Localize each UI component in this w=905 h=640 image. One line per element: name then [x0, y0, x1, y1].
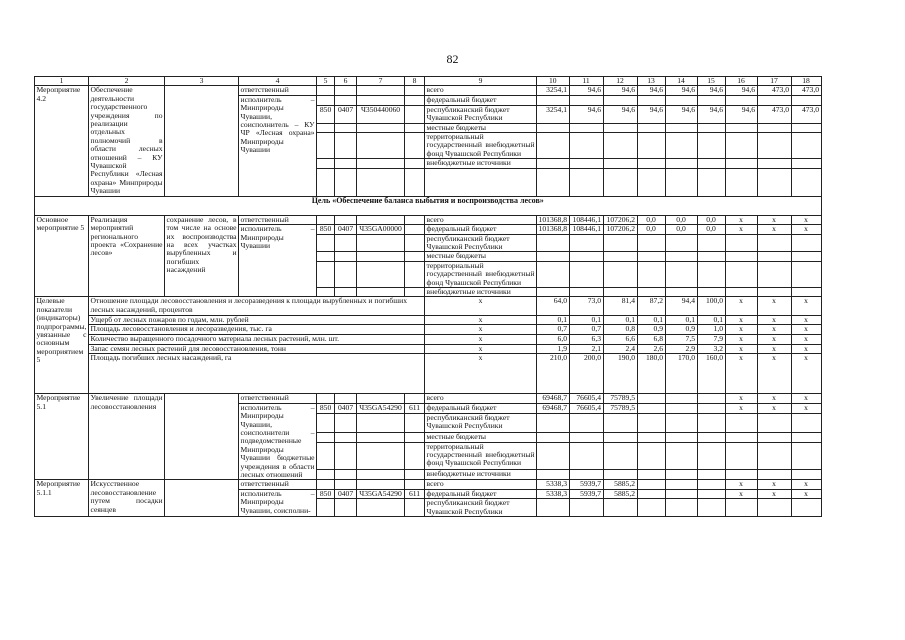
value-cell: x [725, 394, 757, 403]
code-cell: 611 [405, 403, 425, 413]
value-cell: x [725, 215, 757, 224]
source-label: территориальный государственный внебюджетный фонд Чувашской Республики [425, 442, 537, 470]
value-cell: 107206,2 [603, 225, 637, 234]
responsible-cell: ответственный [239, 215, 317, 224]
value-cell: x [757, 480, 791, 489]
target-name: Ущерб от лесных пожаров по годам, млн. рублей [89, 315, 425, 325]
value-cell: 107206,2 [603, 215, 637, 224]
event-name-cell: Искусственное лесовосстановление путем посадки сеянцев [89, 480, 165, 517]
event-name-cell: Реализация мероприятий регионального проекта «Сохранение лесов» [89, 215, 165, 297]
responsible-cell: ответственный [239, 86, 317, 95]
table-header-row [35, 77, 822, 86]
value-cell: x [791, 480, 821, 489]
source-label: территориальный государственный внебюджетный фонд Чувашской Республики [426, 132, 535, 158]
value-cell [665, 403, 697, 413]
value-cell: 0,7 [537, 325, 569, 335]
value-cell: 210,0 [537, 354, 569, 394]
value-cell: x [757, 315, 791, 325]
value-cell: 0,1 [537, 315, 569, 325]
value-cell: 0,0 [637, 215, 665, 224]
value-cell: 76605,4 [569, 403, 603, 413]
target-name: Количество выращенного посадочного материала лесных растений, млн. шт. [89, 334, 425, 344]
value-cell: 0,1 [665, 315, 697, 325]
target-x: x [425, 354, 537, 394]
value-cell [637, 403, 665, 413]
source-label: республиканский бюджет Чувашской Республики [425, 413, 537, 432]
responsible-detail-cell: исполнитель – Минприроды Чувашии, соисполнители – подведомственные Минприроды Чувашии бюджетные учреждения в области лесных отношений [240, 403, 315, 479]
header-cell: 8 [405, 77, 425, 86]
program-table [34, 76, 822, 517]
value-cell: 108446,1 [569, 225, 603, 234]
table-row [35, 86, 822, 95]
source-label: территориальный государственный внебюджетный фонд Чувашской Республики [426, 261, 535, 287]
responsible-cell: ответственный [239, 394, 317, 403]
goal-title: Цель «Обеспечение баланса выбытия и воспроизводства лесов» [35, 196, 822, 215]
value-cell: 0,8 [603, 325, 637, 335]
target-row [35, 334, 822, 344]
value-cell: 81,4 [603, 297, 637, 315]
event-id-cell: Мероприятие 4.2 [35, 86, 89, 196]
code-cell: 0407 [335, 105, 357, 123]
value-cell: x [791, 297, 821, 315]
value-cell [697, 489, 725, 498]
value-cell: x [757, 344, 791, 354]
value-cell: x [725, 334, 757, 344]
value-cell: 0,0 [697, 225, 725, 234]
header-cell: 3 [165, 77, 239, 86]
value-cell: 94,6 [603, 105, 637, 123]
value-cell: x [725, 354, 757, 394]
header-cell: 4 [239, 77, 317, 86]
code-cell: Ч35GA00000 [357, 225, 405, 234]
code-cell: 0407 [335, 489, 357, 498]
value-cell: 6,3 [569, 334, 603, 344]
value-cell: 473,0 [757, 86, 791, 95]
header-cell: 18 [791, 77, 821, 86]
value-cell: 94,6 [697, 86, 725, 95]
value-cell: 7,9 [697, 334, 725, 344]
value-cell: 73,0 [569, 297, 603, 315]
header-cell: 14 [665, 77, 697, 86]
value-cell: x [791, 394, 821, 403]
value-cell [665, 489, 697, 498]
value-cell: 180,0 [637, 354, 665, 394]
value-cell: 94,6 [725, 105, 757, 123]
header-cell: 13 [637, 77, 665, 86]
value-cell: x [791, 225, 821, 234]
value-cell [637, 394, 665, 403]
value-cell: x [757, 489, 791, 498]
source-label: федеральный бюджет [425, 489, 537, 498]
source-label: местные бюджеты [425, 252, 537, 261]
value-cell: 2,1 [569, 344, 603, 354]
value-cell: 1,0 [697, 325, 725, 335]
value-cell: 1,9 [537, 344, 569, 354]
source-label: республиканский бюджет Чувашской Республики [425, 105, 537, 123]
target-x: x [425, 344, 537, 354]
value-cell: 87,2 [637, 297, 665, 315]
code-cell: Ч350440060 [357, 105, 405, 123]
header-cell: 10 [537, 77, 569, 86]
value-cell: 0,0 [637, 225, 665, 234]
value-cell: x [791, 215, 821, 224]
value-cell: 108446,1 [569, 215, 603, 224]
value-cell: 0,1 [637, 315, 665, 325]
table-row [35, 215, 822, 224]
source-label: федеральный бюджет [425, 403, 537, 413]
value-cell: x [725, 403, 757, 413]
value-cell: 0,1 [603, 315, 637, 325]
value-cell: 473,0 [757, 105, 791, 123]
value-cell: 5939,7 [569, 489, 603, 498]
source-label: всего [425, 480, 537, 489]
table-row [35, 394, 822, 403]
value-cell: 0,7 [569, 325, 603, 335]
target-x: x [425, 325, 537, 335]
code-cell: 850 [317, 403, 335, 413]
value-cell: x [791, 334, 821, 344]
value-cell: 2,9 [665, 344, 697, 354]
event-id-cell: Мероприятие 5.1.1 [35, 480, 89, 517]
header-cell: 11 [569, 77, 603, 86]
goal-row [35, 196, 822, 215]
targets-label: Целевые показатели (индикаторы) подпрограммы, увязанные с основным мероприятием 5 [35, 297, 89, 394]
target-name: Отношение площади лесовосстановления и лесоразведения к площади вырубленных и погибших лесных насаждений, процентов [89, 297, 425, 315]
source-label: всего [425, 394, 537, 403]
header-cell: 9 [425, 77, 537, 86]
value-cell: x [791, 489, 821, 498]
source-label: всего [425, 86, 537, 95]
value-cell [665, 480, 697, 489]
code-cell [405, 105, 425, 123]
goal-cell [165, 394, 239, 480]
value-cell: 5885,2 [603, 480, 637, 489]
goal-cell [165, 86, 239, 196]
value-cell: x [725, 344, 757, 354]
event-id-cell: Основное мероприятие 5 [35, 215, 89, 297]
header-cell: 2 [89, 77, 165, 86]
value-cell: 5885,2 [603, 489, 637, 498]
code-cell: Ч35GA54290 [357, 403, 405, 413]
value-cell: 94,6 [637, 86, 665, 95]
value-cell: 3254,1 [537, 86, 569, 95]
source-label: местные бюджеты [425, 432, 537, 442]
value-cell: 0,9 [665, 325, 697, 335]
header-cell: 1 [35, 77, 89, 86]
source-label: внебюджетные источники [425, 159, 537, 168]
goal-cell: сохранение лесов, в том числе на основе их воспроизводства на всех участках вырубленных и погибших насаждений [165, 215, 239, 297]
value-cell: 6,0 [537, 334, 569, 344]
code-cell: 611 [405, 489, 425, 498]
responsible-detail-cell: исполнитель – Минприроды Чувашии, соисполни- [240, 489, 315, 515]
header-cell: 17 [757, 77, 791, 86]
value-cell: x [725, 315, 757, 325]
value-cell: 190,0 [603, 354, 637, 394]
code-cell [405, 225, 425, 234]
goal-cell [165, 480, 239, 517]
value-cell: 473,0 [791, 105, 821, 123]
value-cell: 473,0 [791, 86, 821, 95]
value-cell: x [757, 334, 791, 344]
value-cell: 5939,7 [569, 480, 603, 489]
table-row [35, 480, 822, 489]
target-name: Площадь лесовосстановления и лесоразведения, тыс. га [89, 325, 425, 335]
header-cell: 12 [603, 77, 637, 86]
target-x: x [425, 297, 537, 315]
value-cell: 5338,3 [537, 480, 569, 489]
target-name: Площадь погибших лесных насаждений, га [89, 354, 425, 394]
event-name-cell: Увеличение площади лесовосстановления [89, 394, 165, 480]
code-cell: 0407 [335, 403, 357, 413]
value-cell: 94,4 [665, 297, 697, 315]
value-cell: 94,6 [665, 86, 697, 95]
value-cell: 94,6 [569, 86, 603, 95]
header-cell: 6 [335, 77, 357, 86]
value-cell: 94,6 [697, 105, 725, 123]
source-label: федеральный бюджет [425, 225, 537, 234]
code-cell: 850 [317, 105, 335, 123]
value-cell [697, 394, 725, 403]
value-cell: 2,4 [603, 344, 637, 354]
target-row [35, 297, 822, 315]
value-cell: 69468,7 [537, 403, 569, 413]
event-name-cell: Обеспечение деятельности государственного учреждения по реализации отдельных полномочий в области лесных отношений – КУ Чувашской Республики «Лесная охрана» Минприроды Чувашии [90, 85, 163, 196]
value-cell: x [791, 344, 821, 354]
value-cell: 7,5 [665, 334, 697, 344]
value-cell: x [791, 403, 821, 413]
value-cell: 101368,8 [538, 215, 568, 224]
value-cell: 75789,5 [603, 394, 637, 403]
value-cell: 0,9 [637, 325, 665, 335]
value-cell: x [791, 354, 821, 394]
target-name: Запас семян лесных растений для лесовосстановления, тонн [89, 344, 425, 354]
source-label: внебюджетные источники [425, 287, 537, 296]
value-cell: 0,0 [665, 225, 697, 234]
value-cell: 3,2 [697, 344, 725, 354]
value-cell: 64,0 [537, 297, 569, 315]
value-cell: 76605,4 [569, 394, 603, 403]
value-cell: 0,1 [697, 315, 725, 325]
value-cell: x [725, 297, 757, 315]
value-cell [697, 403, 725, 413]
header-cell: 16 [725, 77, 757, 86]
value-cell: 2,6 [637, 344, 665, 354]
value-cell: x [791, 315, 821, 325]
value-cell: 3254,1 [537, 105, 569, 123]
value-cell [697, 480, 725, 489]
value-cell: x [757, 403, 791, 413]
value-cell: 94,6 [637, 105, 665, 123]
value-cell: 101368,8 [538, 224, 568, 234]
value-cell: 6,6 [603, 334, 637, 344]
value-cell: 0,0 [665, 215, 697, 224]
value-cell [637, 489, 665, 498]
value-cell: 170,0 [665, 354, 697, 394]
value-cell: 75789,5 [603, 403, 637, 413]
page-number: 82 [446, 52, 459, 66]
target-row [35, 315, 822, 325]
code-cell: 850 [317, 225, 335, 234]
source-label: всего [425, 215, 537, 224]
responsible-cell: ответственный [239, 480, 317, 489]
event-id-cell: Мероприятие 5.1 [35, 394, 89, 480]
header-cell: 7 [357, 77, 405, 86]
code-cell: 850 [317, 489, 335, 498]
value-cell: 69468,7 [537, 394, 569, 403]
value-cell [665, 394, 697, 403]
value-cell: x [725, 225, 757, 234]
value-cell: 100,0 [697, 297, 725, 315]
value-cell: x [757, 297, 791, 315]
header-cell: 5 [317, 77, 335, 86]
code-cell: 0407 [335, 225, 357, 234]
value-cell: x [757, 325, 791, 335]
value-cell: 94,6 [725, 86, 757, 95]
value-cell: 6,8 [637, 334, 665, 344]
value-cell: x [725, 325, 757, 335]
source-label: республиканский бюджет Чувашской Республики [425, 234, 537, 252]
value-cell: 200,0 [569, 354, 603, 394]
value-cell: 160,0 [697, 354, 725, 394]
value-cell: 94,6 [569, 105, 603, 123]
value-cell: 0,0 [697, 215, 725, 224]
source-label: местные бюджеты [425, 123, 537, 132]
target-row [35, 354, 822, 394]
value-cell: x [757, 394, 791, 403]
value-cell: x [757, 225, 791, 234]
source-label: республиканский бюджет Чувашской Республики [425, 499, 537, 517]
value-cell: x [757, 354, 791, 394]
source-label: федеральный бюджет [425, 95, 537, 105]
header-cell: 15 [697, 77, 725, 86]
value-cell: x [791, 325, 821, 335]
target-x: x [425, 315, 537, 325]
code-cell: Ч35GA54290 [357, 489, 405, 498]
value-cell: 5338,3 [537, 489, 569, 498]
value-cell: 94,6 [603, 86, 637, 95]
target-row [35, 325, 822, 335]
value-cell [637, 480, 665, 489]
value-cell: 94,6 [665, 105, 697, 123]
responsible-detail-cell: исполнитель – Минприроды Чувашии, соисполнитель – КУ ЧР «Лесная охрана» Минприроды Чувашии [239, 95, 317, 196]
value-cell: x [757, 215, 791, 224]
target-x: x [425, 334, 537, 344]
source-label: внебюджетные источники [425, 470, 537, 480]
value-cell: 0,1 [569, 315, 603, 325]
responsible-detail-cell: исполнитель – Минприроды Чувашии [239, 225, 317, 297]
value-cell: x [725, 489, 757, 498]
value-cell: x [725, 480, 757, 489]
target-row [35, 344, 822, 354]
